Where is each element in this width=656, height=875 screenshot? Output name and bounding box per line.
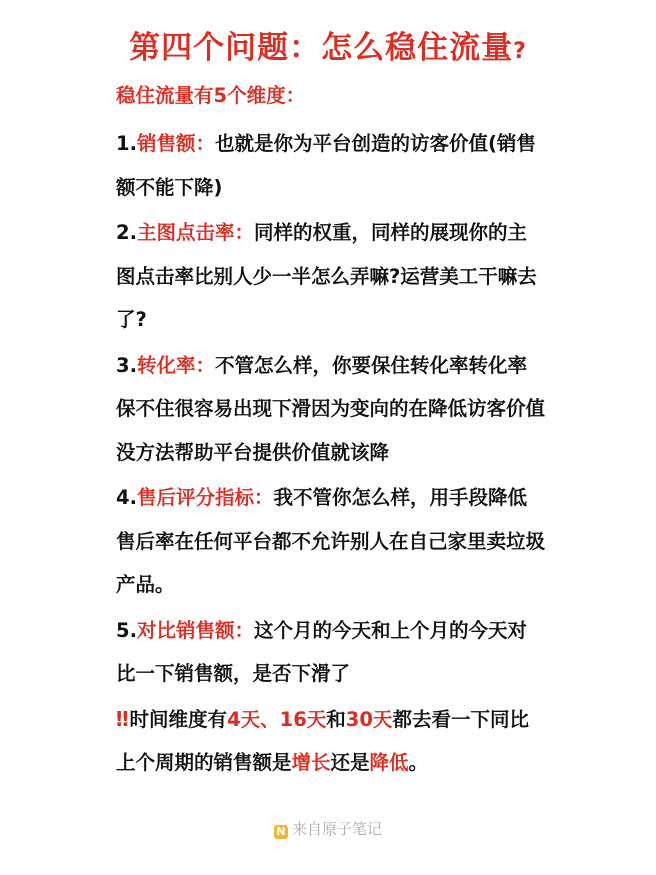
note-highlight-decline: 降低 [369, 751, 409, 774]
item-label: 主图点击率： [136, 221, 254, 244]
item-number: 1. [116, 132, 137, 155]
title-question-mark: ? [513, 39, 527, 64]
note-text: 和 [326, 707, 346, 731]
item-number: 2. [116, 221, 137, 244]
list-item [116, 211, 546, 342]
item-label: 销售额： [136, 132, 215, 155]
item-text: 这个月的今天和上个月的今天对比一下销售额，是否下滑了 [116, 618, 528, 685]
item-text: 不管怎么样，你要保住转化率转化率保不住很容易出现下滑因为变向的在降低访客价值没方法帮助平台提供价值就该降 [116, 353, 546, 464]
item-label: 售后评分指标： [136, 486, 274, 509]
page-title [0, 22, 656, 67]
note-highlight-growth: 增长 [291, 751, 331, 774]
note-highlight-days: 4天、16天 [227, 707, 327, 731]
note-item [116, 698, 546, 785]
content-body [116, 80, 546, 787]
item-text: 也就是你为平台创造的访客价值(销售额不能下降) [116, 132, 536, 199]
list-item [116, 344, 546, 475]
note-text: 都去看一下同比上个周期的销售额是 [116, 707, 529, 774]
item-label: 对比销售额： [136, 618, 254, 642]
note-highlight-days: 30天 [345, 707, 393, 731]
item-label: 转化率： [136, 353, 215, 377]
item-text: 同样的权重，同样的展现你的主图点击率比别人少一半怎么弄嘛?运营美工干嘛去了? [116, 221, 537, 331]
note-text: 时间维度有 [129, 707, 228, 731]
item-number: 5. [116, 618, 137, 642]
item-number: 3. [116, 353, 137, 377]
footer-watermark [0, 818, 656, 839]
item-text: 我不管你怎么样，用手段降低售后率在任何平台都不允许别人在自己家里卖垃圾产品。 [116, 486, 546, 596]
double-exclamation-icon: ‼ [116, 706, 126, 731]
footer-text: 来自原子笔记 [291, 820, 382, 838]
note-text: 。 [408, 751, 429, 774]
subtitle: 稳住流量有5个维度： [116, 84, 306, 107]
list-item [116, 122, 546, 209]
list-item [116, 609, 546, 696]
item-number: 4. [116, 486, 137, 509]
list-item [116, 476, 546, 607]
title-text: 第四个问题：怎么稳住流量 [129, 30, 514, 66]
note-text: 还是 [330, 751, 370, 774]
app-logo-icon: N [274, 825, 288, 839]
